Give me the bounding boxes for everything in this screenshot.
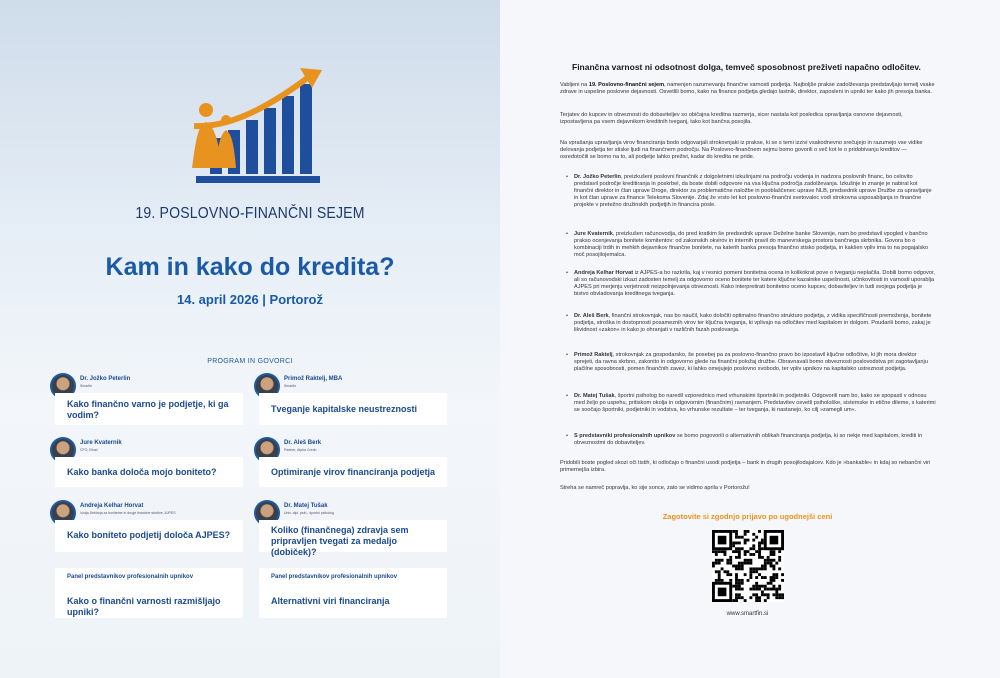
bullet-name: Primož Raktelj <box>574 352 613 358</box>
speaker-name: Jure Kvaternik <box>80 440 122 446</box>
panel-label: Panel predstavnikov profesionalnih upnikov <box>67 574 194 580</box>
panel-card <box>259 568 447 618</box>
speaker-role: SmartIn <box>80 384 93 388</box>
intro-paragraph <box>560 82 935 96</box>
bullet-text: iz AJPES-a bo razkrila, kaj v resnici pomeni bonitetna ocena in kolikokrat pove o tveganju neplačila. Dobili bomo odgovor, ali so računovodski izkazi zadosten temelj za odgovorno oceno bonitete ter katere ključne kazalnike uspešnosti, učinkovitosti in varnosti uporablja AJPES pri merjenju verjetnosti neizpolnjevanja obveznosti. Kako interpretirati bonitetno oceno kupcev, dobaviteljev in tudi svojega podjetja je bistvo obvladovanja kreditnega tveganja. <box>574 270 935 298</box>
bullet-name: Andreja Kelhar Horvat <box>574 270 634 276</box>
paragraph: Na vprašanja upravljanja virov financiranja bodo odgovarjali strokovnjaki iz prakse, ki se s temi izzivi vsakodnevno srečujejo in razumejo vse vidike delovanja podjetja ter stiske ljudi na finančnem področju. Na Poslovno-finančnem sejmu bomo govorili o več kot le o pridobivanju kreditov — osredotočili se bomo na to, ali podjetje lahko preživi, kadar do kredita ne pride. <box>560 140 923 161</box>
bullet-text: , preizkušen računovodja, do pred kratkim še predsednik uprave Deželne banke Slovenije, nam bo predstavil vpogled v bančno prakso ocenjevanja bonitete komitentov: od zakonskih okvirov in internih pravil do manevrskega prostora bančnega skrbnika. Govora bo o kombinaciji trdih in mehkih dejavnikov finančne bonitete, na katerih banka presoja finančno stisko podjetja, in kakšen vpliv ima to na pogajalsko moč posojilojemalca. <box>574 231 929 259</box>
paragraph: Pridobili boste pogled skozi oči tistih, ki odločajo o finančni usodi podjetja – bank in drugih posojilodajalcev. Kdo je »bankable« in kdaj so nebančni viri primernejša izbira. <box>560 460 931 474</box>
panel-card <box>55 568 243 618</box>
session-card <box>55 520 243 552</box>
bullet-name: Jure Kvaternik <box>574 231 613 237</box>
website-link[interactable]: www.smartfin.si <box>726 611 769 617</box>
session-card <box>55 457 243 487</box>
event-date-location: 14. april 2026 | Portorož <box>177 292 323 307</box>
growth-chart-people-logo <box>188 68 328 193</box>
session-card <box>259 520 447 557</box>
session-title: Optimiranje virov financiranja podjetja <box>271 467 436 477</box>
speaker-bullet <box>574 231 936 259</box>
speaker-role: SmartIn <box>284 384 297 388</box>
speaker-name: Dr. Jožko Peterlin <box>80 376 131 382</box>
bullet-text: , športni psiholog bo naredil vzporednico med vrhunskimi športniki in podjetniki. Odgovorili nam bo, kako se spopasti v odnosu med željo po uspehu, pritiskom okolja in odgovornim (finančnim) ravnanjem. Predstavitev osvetli psihološke, sistemske in etične dileme, s katerimi se soočajo športniki, podjetniki in vodstva, ko vrhunske rezultate – ter tveganja, ki nastanejo, ko cilj »zamegli um«. <box>574 393 936 414</box>
text-run: Vabljeni na <box>560 82 589 88</box>
intro-title: Finančna varnost ni odsotnost dolga, temveč sposobnost preživeti napačno odločitev. <box>572 62 921 72</box>
bullet-text: , finančni strokovnjak, nas bo naučil, kako določiti optimalno finančno strukturo podjetja, z vidika specifičnosti premoženja, bonitete podjetja, stroška in dostopnosti posameznih virov ter ključna tveganja, ki vplivajo na odločitev med kapitalom in dolgom. Poudarili bomo, zakaj je likvidnost »zakon« in kako jo ohranjati v različnih fazah poslovanja. <box>574 313 932 334</box>
session-title: Alternativni viri financiranja <box>271 596 390 606</box>
session-title: Koliko (finančnega) zdravja sem pripravljen tvegati za medaljo (dobiček)? <box>271 525 409 557</box>
event-name-bold: 19. Poslovno-finančni sejem <box>588 82 665 88</box>
speaker-role: Univ. dipl. psih., športni psiholog <box>284 511 334 515</box>
program-label: PROGRAM IN GOVORCI <box>207 358 293 365</box>
session-title: Kako banka določa mojo boniteto? <box>67 467 217 477</box>
closing-paragraph: Streha se namreč popravlja, ko sije sonce, zato se vidimo aprila v Portorožu! <box>560 485 750 491</box>
speaker-name: Dr. Aleš Berk <box>284 440 322 446</box>
early-registration-cta[interactable]: Zagotovite si zgodnjo prijavo po ugodnejši ceni <box>662 512 833 521</box>
bullet-text: , strokovnjak za gospodarsko, še posebej pa za poslovno-finančno pravo bo izpostavil ključne odločitve, ki jih mora direktor sprejeti, da ravna skrbno, zakonito in odgovorno glede na finančni položaj družbe. Obravnavali bomo obveznosti poslovodstva pri zagotavljanju plačilne sposobnosti, pomen finančnih zavez, ki lahko omejujejo poslovno svobodo, ter vpliv upnikov na kapitalsko ustreznost podjetja. <box>574 352 928 373</box>
speaker-name: Dr. Matej Tušak <box>284 503 328 509</box>
bullet-text: se bomo pogovorili o alternativnih oblikah financiranja podjetja, ki so nekje med kapitalom, krediti in obveznostmi do dobaviteljev. <box>574 433 923 447</box>
session-card <box>259 393 447 425</box>
speaker-bullet <box>574 270 936 298</box>
session-card <box>55 393 243 425</box>
bullet-name: S predstavniki profesionalnih upnikov <box>574 433 676 439</box>
speaker-bullet <box>574 352 936 373</box>
qr-code-icon[interactable] <box>712 530 784 602</box>
panel-label: Panel predstavnikov profesionalnih upnikov <box>271 574 398 580</box>
speaker-bullet <box>574 433 936 447</box>
session-title: Tveganje kapitalske neustreznosti <box>271 404 418 414</box>
session-title: Kako finančno varno je podjetje, ki ga vodim? <box>67 399 229 420</box>
bullet-name: Dr. Aleš Berk <box>574 313 609 319</box>
text-run: , namenjen razumevanju finančne varnosti podjetja. Najboljše prakse zadolževanja predstavljajo temelj vsake zdrave in uspešne poslovne dejavnosti. Osvetlili bomo, kako na finance podjetja gledajo lastnik, direktor, zaposleni in upniki ter kako jih presoja banka. <box>560 82 935 96</box>
speaker-name: Andreja Kelhar Horvat <box>80 503 144 509</box>
event-name: 19. POSLOVNO-FINANČNI SEJEM <box>135 205 365 222</box>
speaker-bullet <box>574 174 936 209</box>
bullet-name: Dr. Jožko Peterlin <box>574 174 621 180</box>
speaker-bullet <box>574 313 936 334</box>
session-card <box>259 457 447 487</box>
speaker-bullet <box>574 393 936 414</box>
speaker-role: Partner, Alpha Credo <box>284 448 317 452</box>
speaker-name: Primož Raktelj, MBA <box>284 376 343 382</box>
paragraph: Terjatev do kupcev in obveznosti do dobaviteljev so običajna kreditna razmerja, sicer nastala kot posledica opravljanja osnovne dejavnosti, izpostavljena pa vsem dejavnikom kreditnih tveganj, tako kot bančna posojila. <box>560 112 903 126</box>
session-title: Kako boniteto podjetij določa AJPES? <box>67 530 231 540</box>
bullet-name: Dr. Matej Tušak <box>574 393 615 399</box>
headline: Kam in kako do kredita? <box>105 253 395 281</box>
bullet-text: , preizkušeni poslovni finančnik z dolgoletnimi izkušnjami na področju vodenja in nadzora poslovnih financ, bo celovito predstavil področje kreditiranja in poskrbel, da boste dobili odgovore na vsa ključna področja zadolževanja. Izkušnje in znanje je nabiral kot finančni direktor in član uprave Droge, direktor za problematične naložbe in pooblaščenec uprave NLB, predsednik uprave Družbe za upravljanje in kot član uprave za finance Telekoma Slovenije. Zdaj že vrsto let kot poslovno-finančni svetovalec vodi strokovna usposabljanja in finančne projekte v pretežno družinskih podjetjih in financira posle. <box>574 174 932 209</box>
session-title: Kako o finančni varnosti razmišljajo upniki? <box>67 596 221 617</box>
speaker-role: CFO, Elrad <box>80 448 98 452</box>
speaker-role: Vodja Sektorja za bonitetne in druge finančne storitve, AJPES <box>80 511 176 515</box>
